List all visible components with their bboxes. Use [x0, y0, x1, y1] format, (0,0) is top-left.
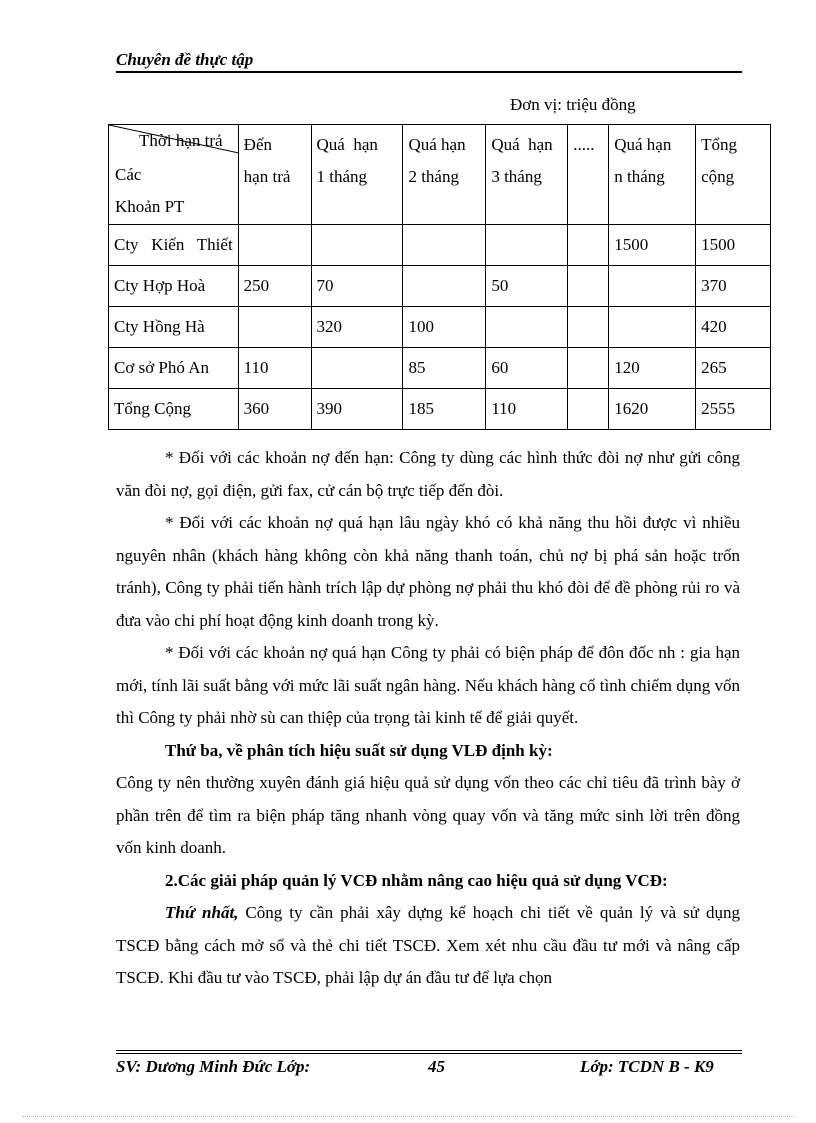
cell: 2555 — [696, 389, 771, 430]
heading-section-2: 2.Các giải pháp quản lý VCĐ nhằm nâng cao hiệu quả sử dụng VCĐ: — [165, 870, 668, 890]
paragraph-debt-due: * Đối với các khoản nợ đến hạn: Công ty dùng các hình thức đòi nợ như gửi công văn đòi nợ, gọi điện, gửi fax, cử cán bộ trực tiếp đến đòi. — [116, 448, 740, 500]
page-header-title: Chuyên đề thực tập — [116, 50, 254, 69]
row-name: Tổng Cộng — [109, 389, 239, 430]
cell — [609, 266, 696, 307]
cell — [311, 225, 403, 266]
lead-in: Thứ nhất, — [165, 903, 239, 922]
column-header: Quá hạn 3 tháng — [486, 125, 568, 225]
footer-rule — [116, 1050, 742, 1051]
corner-bottom-label: Các Khoản PT — [115, 165, 185, 216]
row-name: Cty Kiến Thiết — [109, 225, 239, 266]
paragraph-first: Thứ nhất, Công ty cần phải xây dựng kế hoạch chi tiết về quản lý và sử dụng TSCĐ bằng cách mở sổ và thẻ chi tiết TSCĐ. Xem xét nhu cầu đầu tư mới và nâng cấp TSCĐ. Khi đầu tư vào TSCĐ, phải lập dự án đầu tư để lựa chọn — [116, 903, 740, 987]
cell: 265 — [696, 348, 771, 389]
cell: 50 — [486, 266, 568, 307]
table-header-row — [109, 125, 771, 225]
paragraph-debt-overdue: * Đối với các khoản nợ quá hạn Công ty phải có biện pháp để đôn đốc nh : gia hạn mới, tính lãi suất bằng với mức lãi suất ngân hàng. Nếu khách hàng cố tình chiếm dụng vốn thì Công ty phải nhờ sù can thiệp của trọng tài kinh tế để giải quyết. — [116, 643, 740, 727]
cell: 185 — [403, 389, 486, 430]
footer-class: Lớp: TCDN B - K9 — [580, 1057, 714, 1076]
cell — [238, 225, 311, 266]
cell: 120 — [609, 348, 696, 389]
cell: 370 — [696, 266, 771, 307]
cell — [486, 307, 568, 348]
cell: 1500 — [609, 225, 696, 266]
cell: 390 — [311, 389, 403, 430]
cell: 1620 — [609, 389, 696, 430]
table-row — [109, 348, 771, 389]
header-rule — [116, 71, 742, 73]
cell — [568, 225, 609, 266]
cell: 1500 — [696, 225, 771, 266]
row-name: Cty Hồng Hà — [109, 307, 239, 348]
cell — [311, 348, 403, 389]
column-header: Quá hạn 1 tháng — [311, 125, 403, 225]
body-text — [116, 442, 740, 995]
cell — [568, 307, 609, 348]
table-total-row — [109, 389, 771, 430]
footer-rule — [116, 1053, 742, 1054]
cell — [403, 266, 486, 307]
column-header: Quá hạn 2 tháng — [403, 125, 486, 225]
cell — [486, 225, 568, 266]
cell: 250 — [238, 266, 311, 307]
column-header: Tổng cộng — [696, 125, 771, 225]
cell — [568, 389, 609, 430]
column-header: Đến hạn trả — [238, 125, 311, 225]
row-name: Cơ sở Phó An — [109, 348, 239, 389]
cell: 420 — [696, 307, 771, 348]
row-name: Cty Hợp Hoà — [109, 266, 239, 307]
cell — [609, 307, 696, 348]
cell: 85 — [403, 348, 486, 389]
paragraph-debt-overdue-long: * Đối với các khoản nợ quá hạn lâu ngày khó có khả năng thu hồi được vì nhiều nguyên nhân (khách hàng không còn khả năng thanh toán, chủ nợ bị phá sản hoặc trốn tránh), Công ty phải tiến hành trích lập dự phòng nợ phải thu khó đòi để đề phòng rủi ro và đưa vào chi phí hoạt động kinh doanh trong kỳ. — [116, 513, 740, 630]
cell: 110 — [238, 348, 311, 389]
corner-cell — [109, 125, 239, 225]
page-edge-dots — [22, 1116, 794, 1117]
cell: 320 — [311, 307, 403, 348]
heading-third: Thứ ba, về phân tích hiệu suất sử dụng VLĐ định kỳ: — [165, 740, 553, 760]
table-row — [109, 225, 771, 266]
footer-student: SV: Dương Minh Đức Lớp: — [116, 1057, 311, 1076]
column-header: ..... — [568, 125, 609, 225]
paragraph-vld: Công ty nên thường xuyên đánh giá hiệu quả sử dụng vốn theo các chỉ tiêu đã trình bày ở phần trên để tìm ra biện pháp tăng nhanh vòng quay vốn và tăng mức sinh lời trên đồng vốn kinh doanh. — [116, 773, 740, 857]
cell — [568, 266, 609, 307]
cell: 110 — [486, 389, 568, 430]
column-header: Quá hạn n tháng — [609, 125, 696, 225]
table-row — [109, 307, 771, 348]
unit-label: Đơn vị: triệu đồng — [510, 95, 636, 114]
corner-top-label: Thời hạn trả — [139, 131, 223, 150]
cell: 70 — [311, 266, 403, 307]
receivables-table — [108, 124, 771, 430]
cell: 360 — [238, 389, 311, 430]
cell: 100 — [403, 307, 486, 348]
table-row — [109, 266, 771, 307]
cell — [403, 225, 486, 266]
cell — [568, 348, 609, 389]
cell — [238, 307, 311, 348]
cell: 60 — [486, 348, 568, 389]
page-number: 45 — [428, 1057, 445, 1076]
